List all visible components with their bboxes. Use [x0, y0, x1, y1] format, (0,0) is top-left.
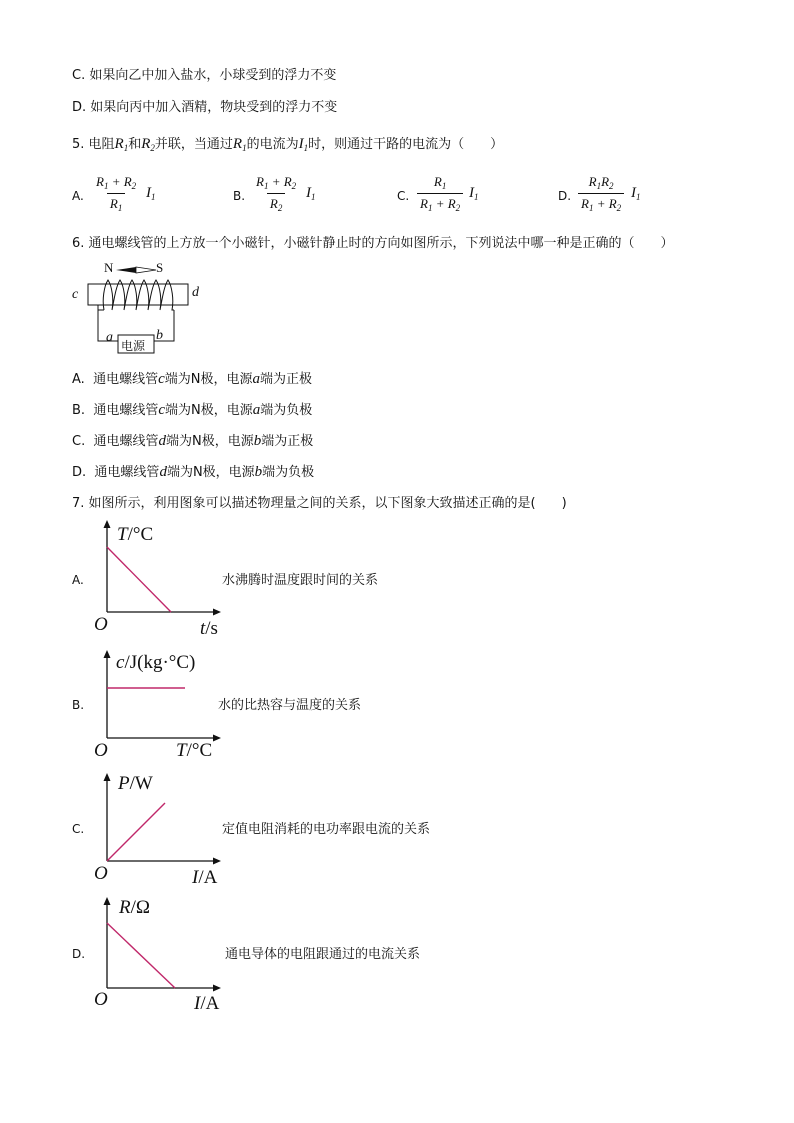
q5-option-b-fraction: $\frac{R_1 + R_2}{R_2}$	[256, 174, 297, 213]
solenoid-end-c-label: c	[72, 287, 79, 302]
q7-graph-c-xlabel: I/A	[192, 867, 218, 888]
q7-graph-b-ylabel: c/J(kg·°C)	[116, 652, 196, 673]
q7-graph-b-label: B.	[72, 698, 85, 712]
compass-n-label: N	[104, 260, 114, 275]
q7-graph-c-origin: O	[94, 863, 108, 884]
q6-option-b: B. 通电螺线管c端为N极，电源a端为负极	[72, 402, 313, 418]
compass-needle-south	[136, 267, 156, 273]
q7-graph-a-ylabel: T/°C	[117, 524, 154, 545]
q7-graph-d-xlabel: I/A	[194, 993, 220, 1014]
q5-option-c-label: C.	[397, 189, 410, 203]
q6-option-a: A. 通电螺线管c端为N极，电源a端为正极	[72, 371, 312, 387]
q7-graph-c-curve	[107, 803, 165, 861]
q7-graph-a-label: A.	[72, 573, 84, 587]
q6-option-c: C. 通电螺线管d端为N极，电源b端为正极	[72, 433, 314, 449]
q5-stem: 5. 电阻$R_1$和$R_2$并联，当通过$R_1$的电流为$I_1$时，则通过干路的电流为（ ）	[72, 136, 504, 153]
q7-stem: 7. 如图所示，利用图象可以描述物理量之间的关系，以下图象大致描述正确的是( )	[72, 496, 567, 511]
q7-graph-b-origin: O	[94, 740, 108, 761]
q4-option-c: C. 如果向乙中加入盐水，小球受到的浮力不变	[72, 68, 337, 83]
q7-graph-c-label: C.	[72, 822, 85, 836]
source-terminal-a-label: a	[106, 330, 113, 345]
q5-option-b-label: B.	[233, 189, 246, 203]
q5-option-a-label: A.	[72, 189, 84, 203]
power-source-label: 电源	[121, 339, 146, 353]
q4-option-d: D. 如果向丙中加入酒精，物块受到的浮力不变	[72, 100, 338, 115]
q7-graph-a-xlabel: t/s	[200, 618, 218, 639]
q5-option-d-fraction: $\frac{R_1R_2}{R_1 + R_2}$	[578, 174, 624, 213]
q5-option-d-label: D.	[558, 189, 572, 203]
q7-graph-a-caption: 水沸腾时温度跟时间的关系	[222, 573, 379, 588]
q6-option-d: D. 通电螺线管d端为N极，电源b端为负极	[72, 464, 315, 480]
q5-option-c-fraction: $\frac{R_1}{R_1 + R_2}$	[417, 174, 463, 213]
q5-option-a-fraction: $\frac{R_1 + R_2}{R_1}$	[96, 174, 137, 213]
compass-s-label: S	[156, 260, 164, 275]
q7-graph-a-origin: O	[94, 614, 108, 635]
q7-graph-b-xlabel: T/°C	[176, 740, 213, 761]
q7-graph-c-caption: 定值电阻消耗的电功率跟电流的关系	[222, 822, 431, 837]
q5-option-c-current: $I_1$	[469, 185, 479, 202]
q7-graph-d-curve	[107, 923, 175, 988]
q7-graph-d-ylabel: R/Ω	[119, 897, 151, 918]
q7-graph-d-label: D.	[72, 947, 86, 961]
q7-graph-c-ylabel: P/W	[118, 773, 153, 794]
q5-option-d-current: $I_1$	[631, 185, 641, 202]
solenoid-end-d-label: d	[192, 285, 199, 300]
q7-graph-d-caption: 通电导体的电阻跟通过的电流关系	[225, 947, 421, 962]
q7-graph-d-origin: O	[94, 989, 108, 1010]
source-terminal-b-label: b	[156, 328, 163, 343]
q7-graph-b-caption: 水的比热容与温度的关系	[218, 698, 362, 713]
q5-option-b-current: $I_1$	[306, 185, 316, 202]
q6-figure	[70, 258, 210, 358]
compass-needle-north	[116, 267, 136, 273]
q5-option-a-current: $I_1$	[146, 185, 156, 202]
q7-graph-a-curve	[107, 547, 171, 612]
q6-stem: 6. 通电螺线管的上方放一个小磁针，小磁针静止时的方向如图所示，下列说法中哪一种是正确的（ ）	[72, 236, 674, 251]
